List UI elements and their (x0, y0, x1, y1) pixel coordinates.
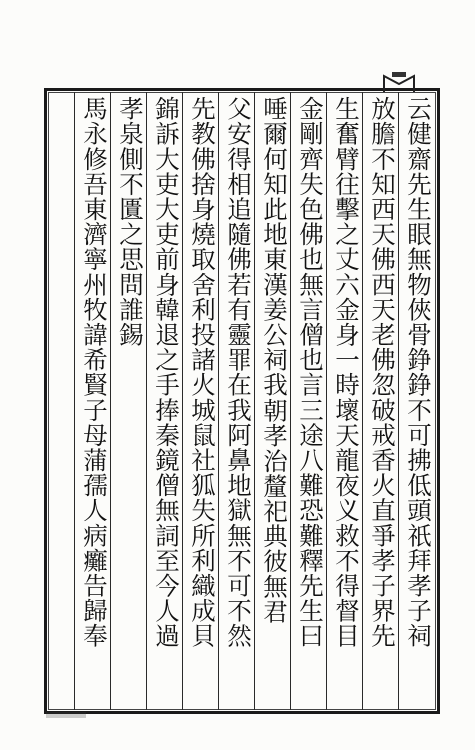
text-column-9: 孝泉側不匱之思問誰錫 (116, 96, 145, 347)
text-column-4: 金剛齊失色佛也無言僧也言三途八難恐難釋先生曰 (296, 96, 325, 649)
text-column-8: 錦訴大吏大吏前身韓退之手捧秦鏡僧無詞至今人過 (152, 96, 181, 649)
page-stain (46, 712, 86, 718)
text-column-2: 放膽不知西天佛西天老佛忽破戒香火直爭孝子界先 (368, 96, 397, 649)
text-column-1: 云健齋先生眼無物俠骨錚錚不可拂低頭祇拜孝子祠 (404, 96, 433, 649)
text-column-7: 先教佛捨身燒取舍利投諸火城鼠社狐失所利織成貝 (188, 96, 217, 649)
text-column-5b: 朝孝治釐祀典彼無君 (260, 398, 289, 624)
text-column-3: 生奮臂往擊之丈六金身一時壞天龍夜义救不得督目 (332, 96, 361, 649)
text-column-6: 父安得相追隨佛若有靈罪在我阿鼻地獄無不可不然 (224, 96, 253, 649)
text-column-5a: 唾爾何知此地東漢姜公祠我 (260, 96, 289, 398)
fishtail-mark-icon (382, 72, 416, 92)
text-column-10: 馬永修吾東濟寧州牧諱希賢子母蒲孺人病癱告歸奉 (80, 96, 109, 649)
